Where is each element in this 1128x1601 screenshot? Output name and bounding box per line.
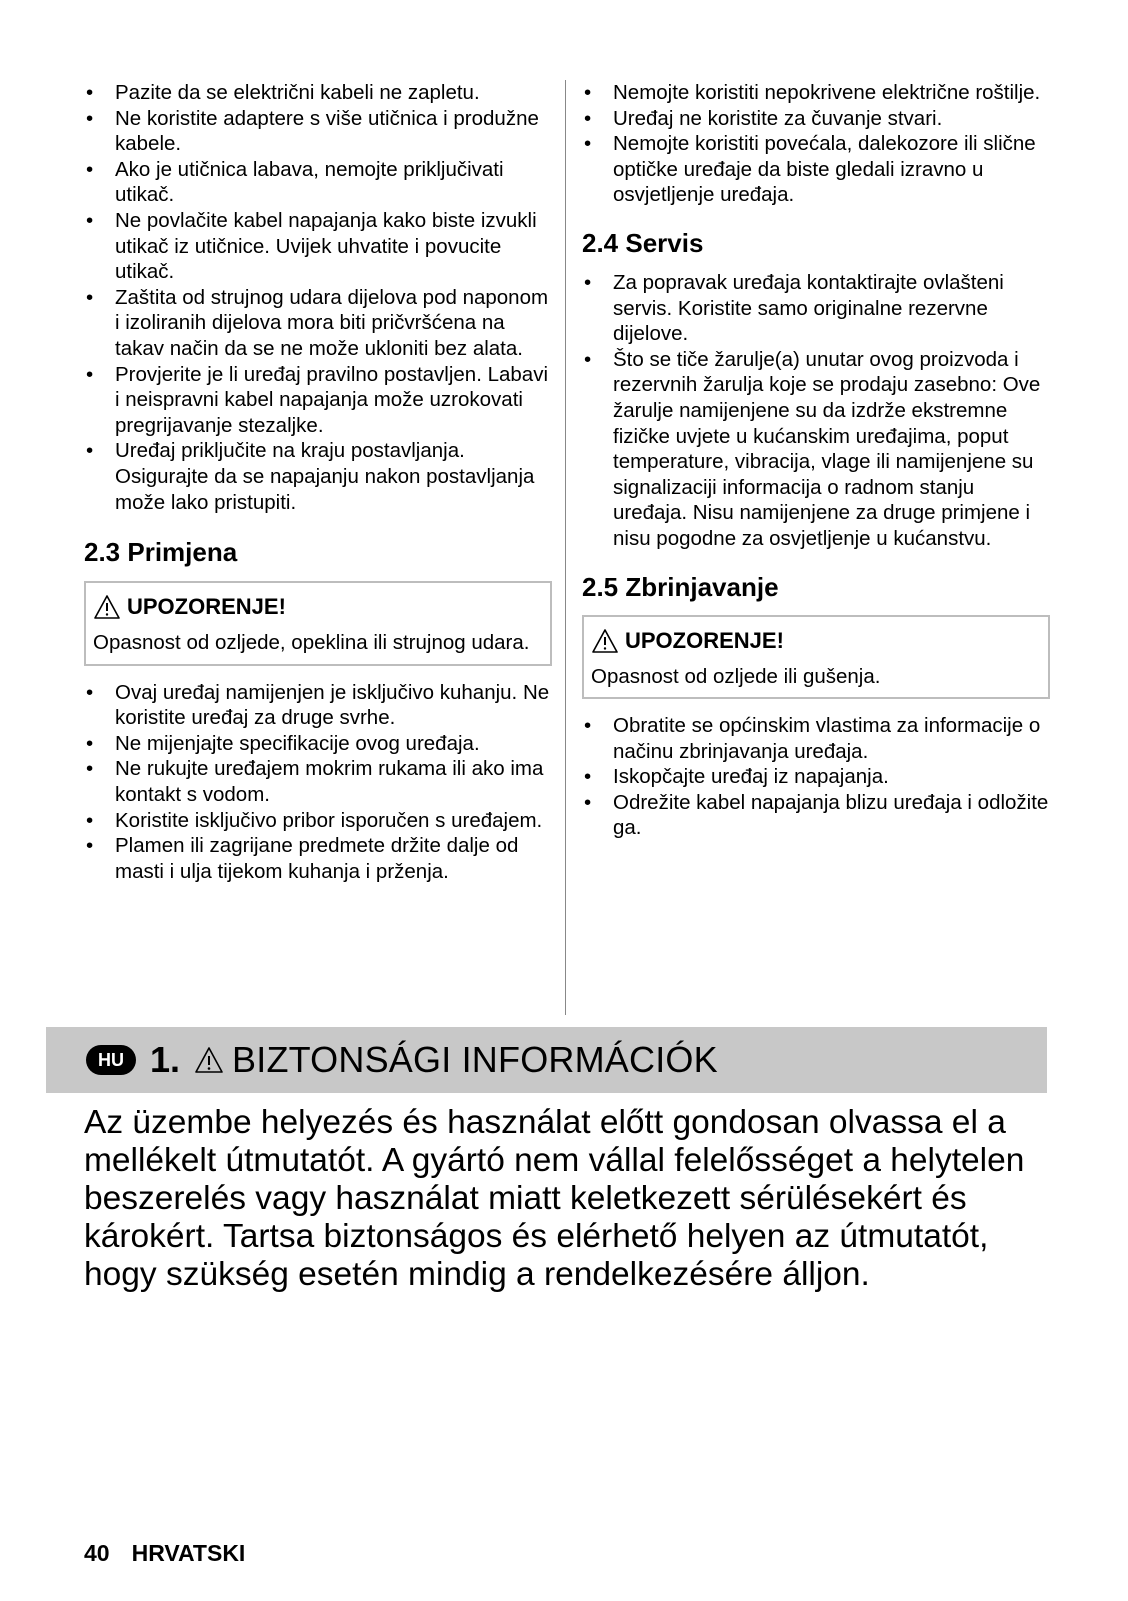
list-item: • Obratite se općinskim vlastima za informacije o načinu zbrinjavanja uređaja. (582, 713, 1052, 764)
list-item: • Ako je utičnica labava, nemojte priključivati utikač. (84, 157, 554, 208)
list-item: • Nemojte koristiti povećala, dalekozore ili slične optičke uređaje da biste gledali izravno u osvjetljenje uređaja. (582, 131, 1052, 208)
list-item: • Odrežite kabel napajanja blizu uređaja i odložite ga. (582, 790, 1052, 841)
footer-language: HRVATSKI (131, 1540, 246, 1566)
section-number: 1. (150, 1039, 181, 1080)
bullet-list-disposal (582, 713, 1052, 841)
section-heading-primjena: 2.3 Primjena (84, 537, 238, 568)
warning-triangle-icon (93, 594, 121, 620)
warning-box (84, 581, 552, 666)
warning-triangle-icon (591, 628, 619, 654)
bullet-list-usage (84, 680, 554, 885)
left-column (84, 80, 554, 884)
list-item: • Za popravak uređaja kontaktirajte ovlašteni servis. Koristite samo originalne rezervne dijelove. (582, 270, 1052, 347)
warning-text: Opasnost od ozljede ili gušenja. (591, 664, 881, 688)
list-item: • Ne povlačite kabel napajanja kako biste izvukli utikač iz utičnice. Uvijek uhvatite i povucite utikač. (84, 208, 554, 285)
list-item: • Pazite da se električni kabeli ne zapletu. (84, 80, 554, 106)
warning-triangle-icon (194, 1046, 224, 1074)
right-column (582, 80, 1052, 841)
page-number: 40 (84, 1540, 110, 1566)
warning-title-text: UPOZORENJE! (127, 594, 286, 620)
list-item: • Ne mijenjajte specifikacije ovog uređaja. (84, 731, 554, 757)
list-item: • Koristite isključivo pribor isporučen s uređajem. (84, 808, 554, 834)
list-item: • Plamen ili zagrijane predmete držite dalje od masti i ulja tijekom kuhanja i prženja. (84, 833, 554, 884)
list-item: • Ne rukujte uređajem mokrim rukama ili ako ima kontakt s vodom. (84, 756, 554, 807)
warning-title (591, 627, 1041, 655)
section-title: BIZTONSÁGI INFORMÁCIÓK (232, 1039, 718, 1080)
list-item: • Provjerite je li uređaj pravilno postavljen. Labavi i neispravni kabel napajanja može uzrokovati pregrijavanje stezaljke. (84, 362, 554, 439)
warning-title (93, 593, 543, 621)
language-badge: HU (86, 1045, 136, 1075)
intro-paragraph: Az üzembe helyezés és használat előtt gondosan olvassa el a mellékelt útmutatót. A gyártó nem vállal felelősséget a helytelen beszerelés vagy használat miatt keletkezett sérülésekért és károkért. Tartsa biztonságos és elérhető helyen az útmutatót, hogy szükség esetén mindig a rendelkezésére álljon. (84, 1104, 1025, 1293)
warning-box (582, 615, 1050, 700)
warning-text: Opasnost od ozljede, opeklina ili strujnog udara. (93, 631, 530, 655)
list-item: • Uređaj ne koristite za čuvanje stvari. (582, 106, 1052, 132)
list-item: • Što se tiče žarulje(a) unutar ovog proizvoda i rezervnih žarulja koje se prodaju zasebno: Ove žarulje namijenjene su da izdrže ekstremne fizičke uvjete u kućanskim uređajima, poput temperature, vibracija, vlage ili namijenjene su signalizaciji informacija o radnom stanju uređaja. Nisu namijenjene za druge primjene i nisu pogodne za osvjetljenje u kućanstvu. (582, 347, 1052, 552)
section-banner-hu (46, 1027, 1047, 1093)
section-heading-zbrinjavanje: 2.5 Zbrinjavanje (582, 571, 779, 602)
list-item: • Zaštita od strujnog udara dijelova pod naponom i izoliranih dijelova mora biti pričvršćena na takav način da se ne može ukloniti bez alata. (84, 285, 554, 362)
column-divider (565, 80, 566, 1015)
list-item: • Ne koristite adaptere s više utičnica i produžne kabele. (84, 106, 554, 157)
bullet-list-safety (84, 80, 554, 515)
page-footer (84, 1540, 245, 1567)
list-item: • Ovaj uređaj namijenjen je isključivo kuhanju. Ne koristite uređaj za druge svrhe. (84, 680, 554, 731)
list-item: • Nemojte koristiti nepokrivene električne roštilje. (582, 80, 1052, 106)
bullet-list-service (582, 270, 1052, 552)
list-item: • Uređaj priključite na kraju postavljanja. Osigurajte da se napajanju nakon postavljanja može lako pristupiti. (84, 438, 554, 515)
list-item: • Iskopčajte uređaj iz napajanja. (582, 764, 1052, 790)
section-heading-servis: 2.4 Servis (582, 227, 704, 258)
warning-title-text: UPOZORENJE! (625, 627, 784, 653)
bullet-list-usage-cont (582, 80, 1052, 208)
